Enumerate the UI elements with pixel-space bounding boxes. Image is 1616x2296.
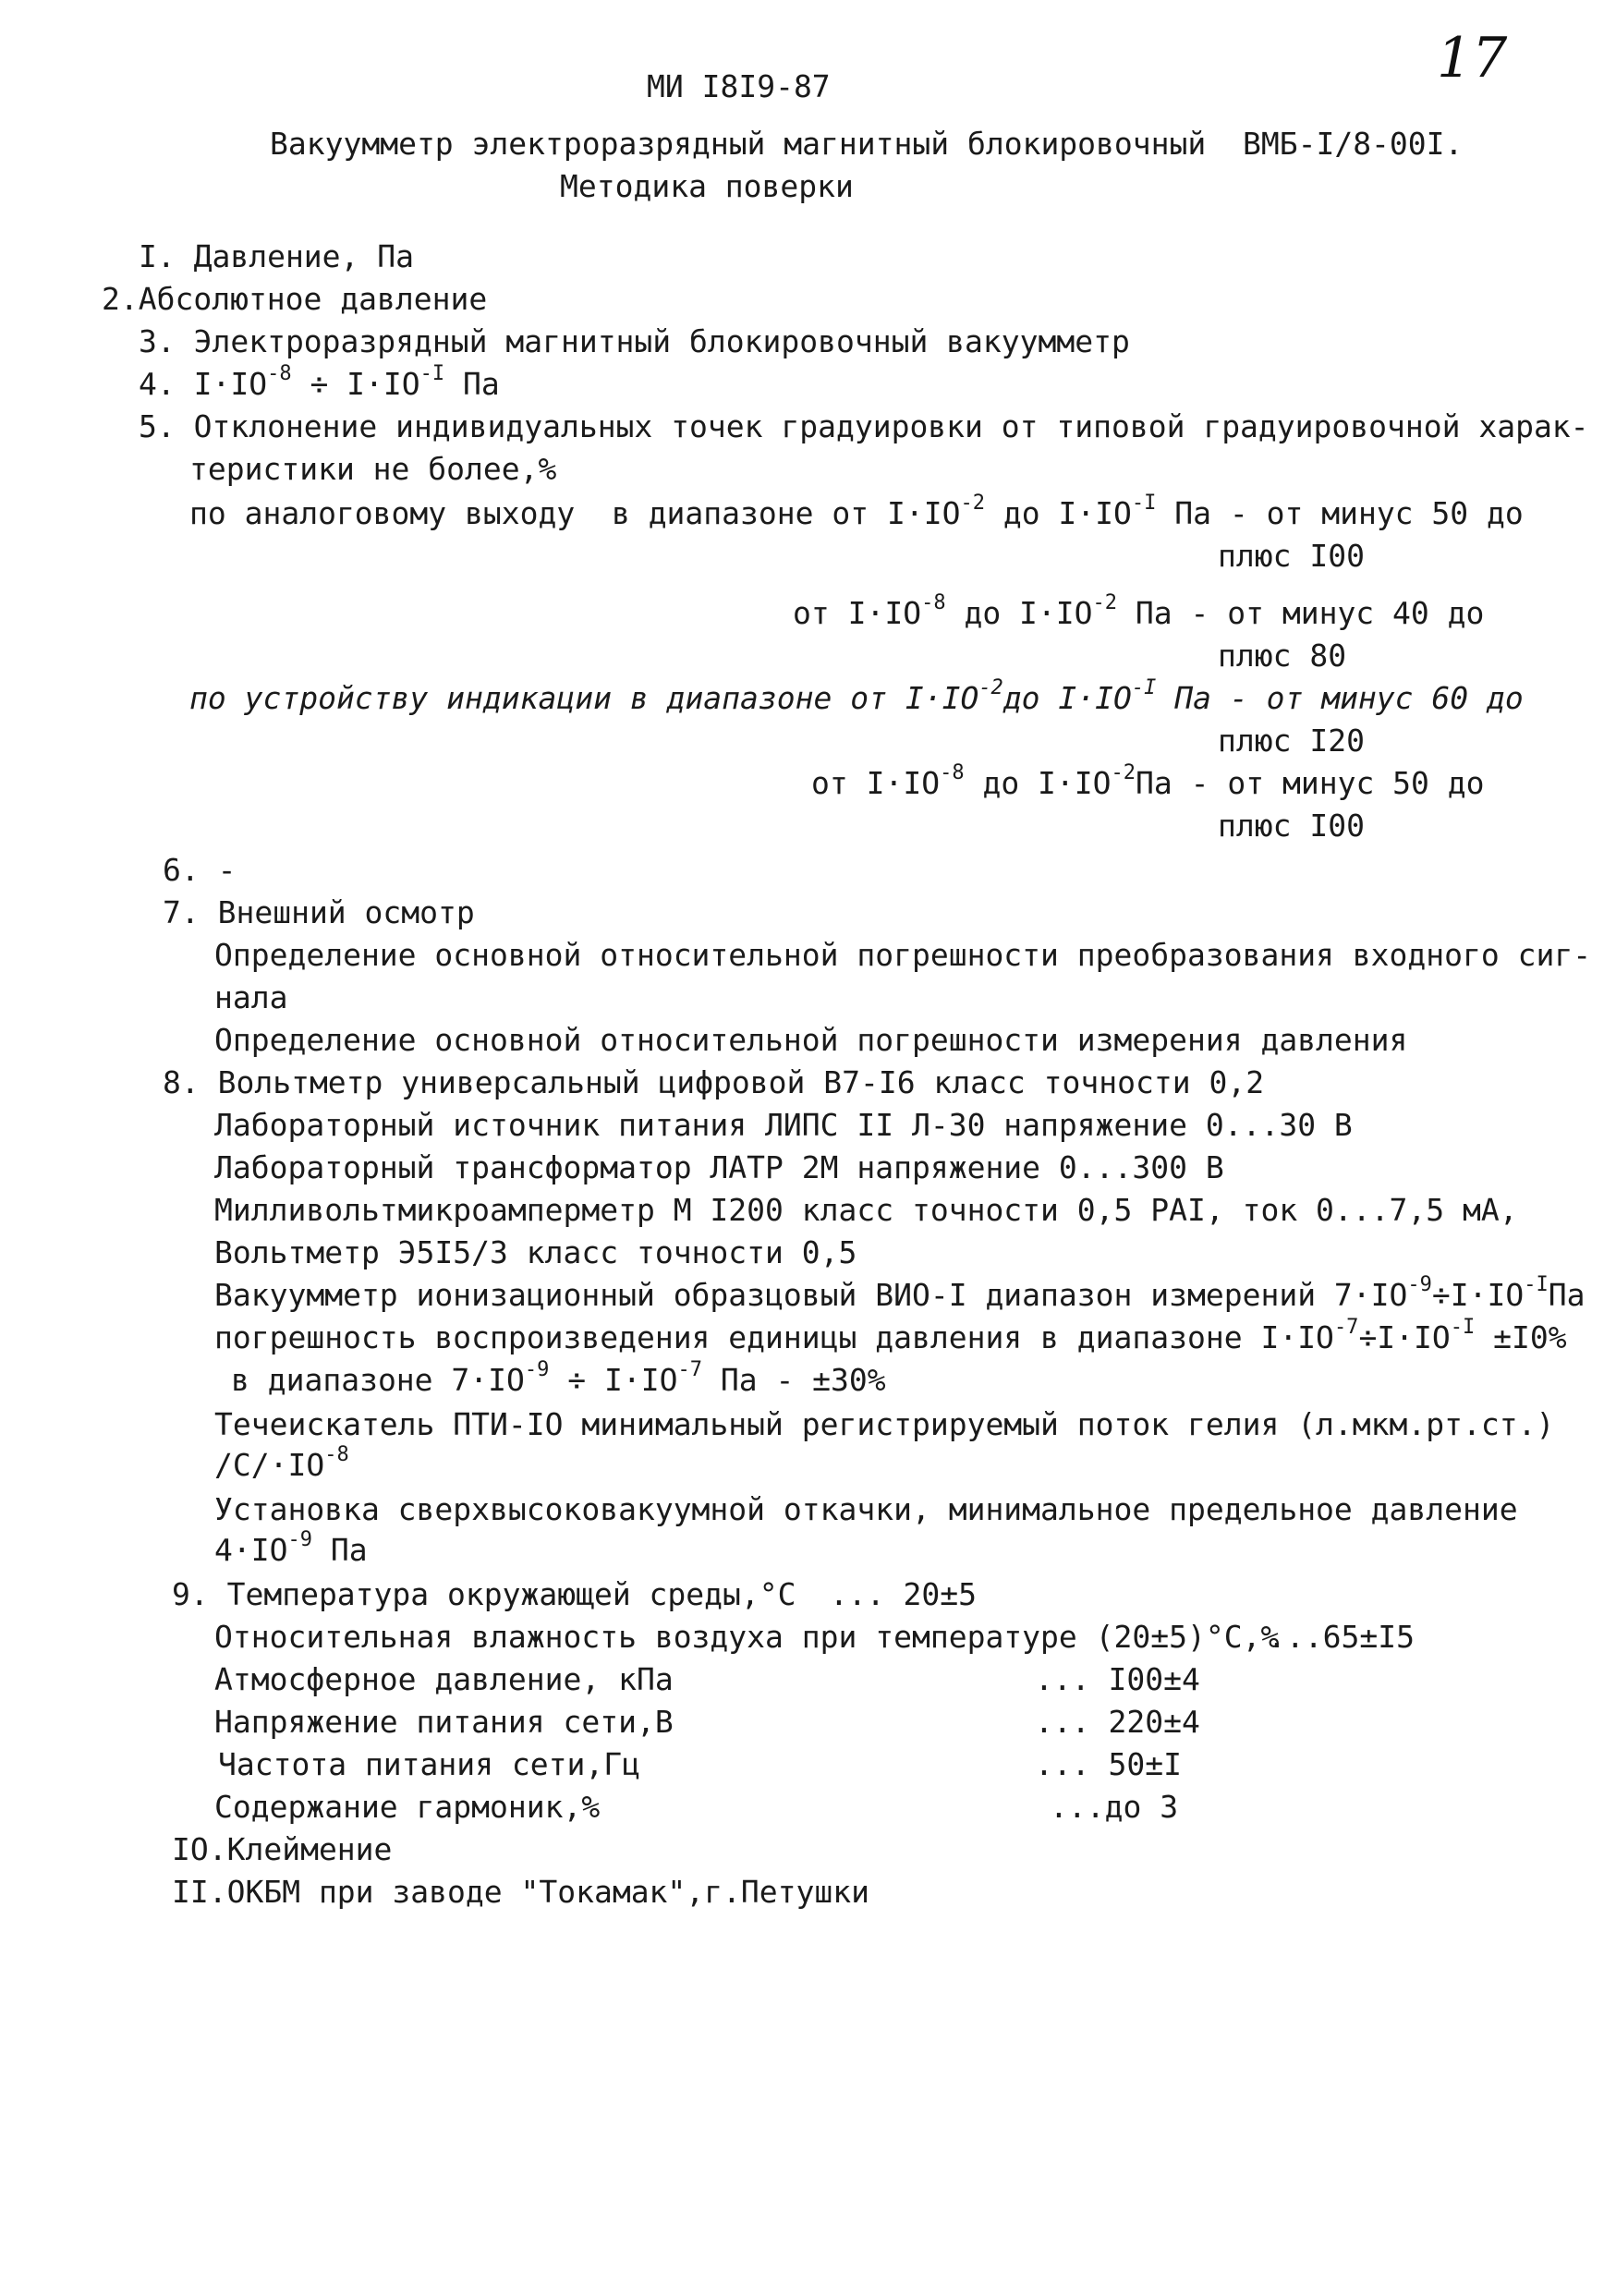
item-5-analog-range-2: от $I\cdot IO^{-8}$ до $I\cdot IO^{-2}$ Па - от минус 40 до <box>793 591 1485 631</box>
condition-value: ... 50±I <box>1035 1746 1182 1782</box>
item-8-equipment-8-pressure: $4\cdot IO^{-9}$ Па <box>214 1528 368 1568</box>
condition-label: Частота питания сети,Гц <box>218 1746 640 1782</box>
item-8-equipment-6: Вакуумметр ионизационный образцовый ВИО-I диапазон измерений $7\cdot IO^{-9}\div I\cdot IO^{-I}Па$ <box>214 1273 1586 1313</box>
item-11: II.ОКБМ при заводе "Токамак",г.Петушки <box>172 1874 869 1910</box>
item-5-indicator-range-2: от $I\cdot IO^{-8}$ до $I\cdot IO^{-2}Па$ - от минус 50 до <box>811 761 1485 801</box>
item-8-equipment-3: Лабораторный трансформатор ЛАТР 2М напряжение 0...300 В <box>214 1149 1224 1185</box>
item-5-indicator-range-1-plus: плюс I20 <box>1218 723 1365 759</box>
item-8-equipment-1: 8. Вольтметр универсальный цифровой В7-I6 класс точности 0,2 <box>163 1064 1265 1100</box>
item-8-equipment-4: Милливольтмикроамперметр М I200 класс точности 0,5 РАI, ток 0...7,5 мА, <box>214 1192 1518 1228</box>
condition-value: ...до 3 <box>1050 1789 1179 1825</box>
document-code: МИ I8I9-87 <box>647 68 831 104</box>
item-8-equipment-2: Лабораторный источник питания ЛИПС II Л-30 напряжение 0...30 В <box>214 1107 1353 1143</box>
item-8-equipment-5: Вольтметр Э5I5/3 класс точности 0,5 <box>214 1234 857 1270</box>
item-5-line-2: теристики не более,% <box>189 451 557 487</box>
item-8-equipment-7-flow: $/С/\cdot IO^{-8}$ <box>214 1443 349 1483</box>
item-7: 7. Внешний осмотр <box>163 894 475 930</box>
item-1: I. Давление, Па <box>139 238 415 274</box>
document-subtitle: Методика поверки <box>560 168 854 204</box>
item-7-operation-1: Определение основной относительной погрешности преобразования входного сиг- <box>214 937 1592 973</box>
item-7-operation-2: Определение основной относительной погрешности измерения давления <box>214 1022 1408 1058</box>
item-5-indicator-range-2-plus: плюс I00 <box>1218 808 1365 844</box>
condition-label: Атмосферное давление, кПа <box>214 1661 674 1697</box>
condition-value: ... I00±4 <box>1035 1661 1200 1697</box>
item-5-analog-range-1-plus: плюс I00 <box>1218 538 1365 574</box>
condition-label: Напряжение питания сети,В <box>214 1704 674 1740</box>
item-5-analog-range-2-plus: плюс 80 <box>1218 638 1347 674</box>
item-4: 4. $I\cdot IO^{-8} \div I\cdot IO^{-I}$ Па <box>139 362 500 402</box>
item-5-analog-range-1: по аналоговому выходу в диапазоне от $I\cdot IO^{-2}$ до $I\cdot IO^{-I}$ Па - от минус 50 до <box>189 492 1524 531</box>
handwritten-page-number: 17 <box>1437 26 1508 91</box>
item-5-indicator-range-1: по устройству индикации в диапазоне от $I\cdot IO^{-2}до$ $I\cdot IO^{-I}$ Па - от минус 60 до <box>189 676 1524 716</box>
condition-label: 9. Температура окружающей среды,°С <box>172 1576 796 1612</box>
condition-value: ...65±I5 <box>1268 1619 1415 1655</box>
condition-label: Относительная влажность воздуха при температуре (20±5)°С,% <box>214 1619 1280 1655</box>
item-8-equipment-6-range: в диапазоне $7\cdot IO^{-9} \div I\cdot IO^{-7}$ Па - ±30% <box>231 1358 886 1398</box>
item-8-equipment-8: Установка сверхвысоковакуумной откачки, минимальное предельное давление <box>214 1491 1518 1527</box>
item-10: IO.Клеймение <box>172 1831 393 1867</box>
condition-value: ... 220±4 <box>1035 1704 1200 1740</box>
item-2: 2.Абсолютное давление <box>102 281 488 317</box>
document-title: Вакуумметр электроразрядный магнитный блокировочный ВМБ-I/8-00I. <box>270 126 1464 162</box>
condition-value: ... 20±5 <box>830 1576 977 1612</box>
item-5-line-1: 5. Отклонение индивидуальных точек градуировки от типовой градуировочной харак- <box>139 408 1589 444</box>
item-7-operation-1-cont: нала <box>214 979 288 1015</box>
condition-label: Содержание гармоник,% <box>214 1789 601 1825</box>
item-8-equipment-7: Течеискатель ПТИ-IO минимальный регистрируемый поток гелия (л.мкм.рт.ст.) <box>214 1406 1555 1442</box>
item-6: 6. - <box>163 852 237 888</box>
item-8-equipment-6-accuracy: погрешность воспроизведения единицы давления в диапазоне $I\cdot IO^{-7}\div I\cdot IO^{-I} \pm I0\%$ <box>214 1316 1567 1355</box>
item-3: 3. Электроразрядный магнитный блокировочный вакуумметр <box>139 323 1130 359</box>
